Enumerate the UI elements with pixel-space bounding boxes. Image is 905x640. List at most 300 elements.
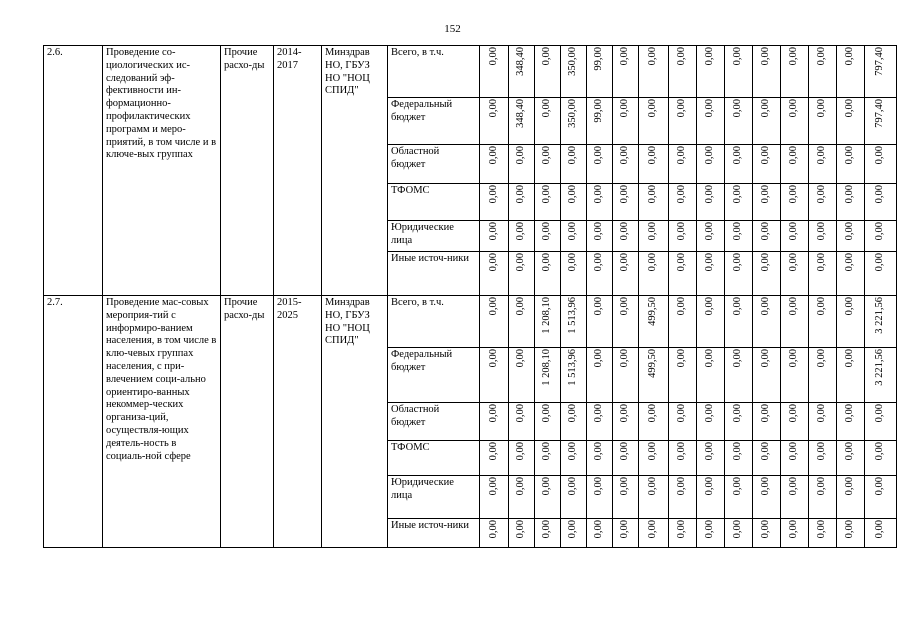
amount-cell — [613, 403, 639, 441]
amount-cell — [509, 252, 535, 296]
amount-cell — [587, 46, 613, 98]
amount-cell — [535, 403, 561, 441]
amount-cell — [697, 296, 725, 348]
amount-cell — [781, 252, 809, 296]
amount-cell — [587, 98, 613, 145]
amount-value: 0,00 — [816, 442, 828, 461]
amount-value: 0,00 — [676, 520, 688, 539]
amount-value: 0,00 — [676, 253, 688, 272]
amount-value: 0,00 — [732, 99, 744, 118]
amount-cell — [837, 519, 865, 548]
amount-cell — [613, 476, 639, 519]
amount-cell — [480, 441, 509, 476]
amount-value: 0,00 — [647, 99, 659, 118]
amount-value: 348,40 — [515, 99, 527, 128]
amount-value: 0,00 — [567, 520, 579, 539]
amount-cell — [865, 145, 897, 184]
amount-value: 0,00 — [760, 185, 772, 204]
amount-value: 0,00 — [515, 297, 527, 316]
amount-value: 0,00 — [676, 99, 688, 118]
amount-cell — [669, 403, 697, 441]
amount-value: 0,00 — [487, 185, 499, 204]
amount-value: 0,00 — [788, 297, 800, 316]
amount-value: 0,00 — [567, 222, 579, 241]
amount-cell — [639, 441, 669, 476]
amount-value: 0,00 — [647, 477, 659, 496]
amount-value: 0,00 — [760, 404, 772, 423]
amount-value: 0,00 — [844, 99, 856, 118]
amount-value: 0,00 — [816, 520, 828, 539]
amount-cell — [535, 98, 561, 145]
amount-value: 0,00 — [704, 442, 716, 461]
amount-value: 0,00 — [760, 349, 772, 368]
amount-cell — [697, 476, 725, 519]
amount-value: 0,00 — [788, 185, 800, 204]
amount-cell — [535, 145, 561, 184]
amount-value: 0,00 — [541, 222, 553, 241]
amount-value: 0,00 — [593, 520, 605, 539]
amount-value: 0,00 — [676, 297, 688, 316]
expense-type: Прочие расхо-ды — [221, 296, 274, 548]
amount-value: 0,00 — [647, 520, 659, 539]
amount-cell — [837, 221, 865, 252]
amount-value: 0,00 — [541, 185, 553, 204]
amount-value: 0,00 — [874, 146, 886, 165]
amount-value: 0,00 — [647, 253, 659, 272]
amount-value: 0,00 — [619, 349, 631, 368]
amount-value: 0,00 — [816, 146, 828, 165]
amount-value: 0,00 — [593, 442, 605, 461]
amount-cell — [781, 98, 809, 145]
amount-cell — [753, 46, 781, 98]
amount-cell — [480, 221, 509, 252]
amount-value: 0,00 — [874, 185, 886, 204]
amount-value: 0,00 — [676, 146, 688, 165]
amount-value: 0,00 — [676, 222, 688, 241]
amount-cell — [753, 145, 781, 184]
amount-cell — [781, 441, 809, 476]
amount-value: 0,00 — [816, 99, 828, 118]
amount-value: 499,50 — [647, 297, 659, 326]
amount-cell — [639, 145, 669, 184]
amount-cell — [781, 296, 809, 348]
amount-value: 0,00 — [788, 404, 800, 423]
amount-value: 0,00 — [487, 99, 499, 118]
amount-cell — [865, 252, 897, 296]
amount-value: 0,00 — [515, 477, 527, 496]
amount-value: 0,00 — [619, 520, 631, 539]
amount-value: 0,00 — [760, 297, 772, 316]
amount-value: 0,00 — [732, 520, 744, 539]
amount-value: 0,00 — [704, 520, 716, 539]
amount-cell — [480, 145, 509, 184]
funding-source-label: Областной бюджет — [388, 403, 480, 441]
amount-value: 0,00 — [619, 404, 631, 423]
amount-cell — [837, 98, 865, 145]
funding-source-label: Иные источ-ники — [388, 252, 480, 296]
amount-cell — [639, 519, 669, 548]
amount-value: 0,00 — [844, 47, 856, 66]
amount-cell — [480, 252, 509, 296]
amount-value: 0,00 — [760, 222, 772, 241]
amount-cell — [753, 348, 781, 403]
amount-cell — [669, 296, 697, 348]
amount-cell — [697, 519, 725, 548]
amount-value: 350,00 — [567, 47, 579, 76]
amount-value: 0,00 — [541, 442, 553, 461]
amount-cell — [561, 252, 587, 296]
amount-cell — [697, 145, 725, 184]
amount-cell — [587, 441, 613, 476]
amount-cell — [480, 348, 509, 403]
amount-cell — [509, 98, 535, 145]
amount-value: 0,00 — [704, 185, 716, 204]
amount-cell — [669, 98, 697, 145]
amount-value: 0,00 — [619, 222, 631, 241]
amount-cell — [535, 46, 561, 98]
amount-cell — [753, 519, 781, 548]
amount-value: 0,00 — [593, 146, 605, 165]
amount-cell — [509, 145, 535, 184]
amount-value: 0,00 — [816, 222, 828, 241]
amount-value: 0,00 — [874, 520, 886, 539]
amount-cell — [639, 348, 669, 403]
amount-cell — [865, 348, 897, 403]
amount-cell — [781, 476, 809, 519]
amount-cell — [669, 46, 697, 98]
amount-cell — [865, 441, 897, 476]
amount-value: 0,00 — [647, 442, 659, 461]
amount-cell — [480, 519, 509, 548]
amount-cell — [837, 348, 865, 403]
amount-cell — [587, 348, 613, 403]
amount-cell — [535, 441, 561, 476]
amount-cell — [781, 519, 809, 548]
amount-value: 0,00 — [816, 47, 828, 66]
amount-cell — [753, 221, 781, 252]
amount-value: 499,50 — [647, 349, 659, 378]
amount-value: 0,00 — [619, 47, 631, 66]
amount-value: 3 221,56 — [874, 297, 886, 334]
amount-value: 0,00 — [874, 477, 886, 496]
amount-value: 0,00 — [567, 442, 579, 461]
amount-value: 0,00 — [704, 146, 716, 165]
amount-value: 0,00 — [788, 520, 800, 539]
funding-source-label: Областной бюджет — [388, 145, 480, 184]
amount-value: 0,00 — [760, 47, 772, 66]
amount-value: 99,00 — [593, 99, 605, 123]
amount-cell — [837, 145, 865, 184]
amount-value: 0,00 — [704, 477, 716, 496]
amount-cell — [587, 252, 613, 296]
amount-cell — [865, 403, 897, 441]
amount-cell — [865, 296, 897, 348]
amount-cell — [809, 403, 837, 441]
amount-value: 0,00 — [676, 477, 688, 496]
amount-value: 1 208,10 — [541, 349, 553, 386]
funding-source-label: Юридические лица — [388, 476, 480, 519]
amount-cell — [535, 476, 561, 519]
amount-cell — [753, 441, 781, 476]
amount-value: 0,00 — [515, 185, 527, 204]
amount-cell — [809, 221, 837, 252]
amount-value: 0,00 — [619, 477, 631, 496]
amount-cell — [781, 184, 809, 221]
amount-value: 0,00 — [567, 146, 579, 165]
amount-cell — [669, 184, 697, 221]
amount-cell — [697, 98, 725, 145]
amount-value: 0,00 — [487, 253, 499, 272]
amount-cell — [535, 348, 561, 403]
amount-cell — [587, 476, 613, 519]
amount-cell — [753, 98, 781, 145]
amount-value: 0,00 — [487, 442, 499, 461]
amount-cell — [561, 296, 587, 348]
amount-value: 797,40 — [874, 99, 886, 128]
amount-value: 0,00 — [760, 99, 772, 118]
item-code: 2.7. — [44, 296, 103, 548]
amount-value: 0,00 — [844, 297, 856, 316]
amount-cell — [669, 252, 697, 296]
table-row — [44, 296, 897, 348]
amount-cell — [753, 184, 781, 221]
amount-value: 0,00 — [567, 253, 579, 272]
amount-value: 0,00 — [515, 253, 527, 272]
amount-cell — [561, 184, 587, 221]
amount-value: 0,00 — [676, 47, 688, 66]
amount-value: 0,00 — [732, 146, 744, 165]
amount-value: 0,00 — [732, 442, 744, 461]
funding-source-label: Иные источ-ники — [388, 519, 480, 548]
amount-value: 0,00 — [732, 297, 744, 316]
amount-cell — [697, 441, 725, 476]
amount-cell — [725, 403, 753, 441]
amount-value: 0,00 — [760, 442, 772, 461]
amount-value: 0,00 — [593, 477, 605, 496]
amount-value: 0,00 — [732, 253, 744, 272]
amount-value: 0,00 — [647, 47, 659, 66]
amount-value: 0,00 — [619, 146, 631, 165]
amount-value: 0,00 — [788, 253, 800, 272]
amount-value: 797,40 — [874, 47, 886, 76]
amount-cell — [639, 476, 669, 519]
amount-value: 0,00 — [760, 146, 772, 165]
amount-cell — [535, 252, 561, 296]
amount-value: 0,00 — [676, 404, 688, 423]
amount-value: 0,00 — [816, 185, 828, 204]
amount-cell — [725, 184, 753, 221]
amount-value: 0,00 — [647, 222, 659, 241]
amount-value: 0,00 — [487, 297, 499, 316]
amount-cell — [669, 476, 697, 519]
amount-cell — [781, 145, 809, 184]
amount-value: 0,00 — [515, 404, 527, 423]
amount-cell — [809, 98, 837, 145]
amount-value: 0,00 — [593, 253, 605, 272]
amount-value: 99,00 — [593, 47, 605, 71]
amount-value: 0,00 — [541, 477, 553, 496]
amount-cell — [753, 476, 781, 519]
amount-value: 0,00 — [619, 442, 631, 461]
executor: Минздрав НО, ГБУЗ НО "НОЦ СПИД" — [322, 46, 388, 296]
amount-cell — [697, 221, 725, 252]
amount-cell — [509, 403, 535, 441]
amount-cell — [613, 348, 639, 403]
item-name: Проведение мас-совых мероприя-тий с информиро-ванием населения, в том числе в клю-чевых группах населения, с при-влечением соци-ально ориентиро-ванных некоммер-ческих организа-ций, осуществля-ющих деятель-ность в социаль-ной сфере — [103, 296, 221, 548]
amount-value: 0,00 — [816, 253, 828, 272]
amount-cell — [865, 519, 897, 548]
amount-cell — [480, 46, 509, 98]
amount-cell — [837, 441, 865, 476]
amount-cell — [639, 221, 669, 252]
amount-value: 0,00 — [704, 99, 716, 118]
amount-cell — [480, 476, 509, 519]
amount-cell — [561, 519, 587, 548]
amount-cell — [725, 441, 753, 476]
amount-cell — [697, 46, 725, 98]
amount-cell — [587, 221, 613, 252]
amount-value: 0,00 — [788, 442, 800, 461]
amount-cell — [837, 296, 865, 348]
amount-value: 0,00 — [844, 146, 856, 165]
budget-table — [43, 45, 897, 548]
amount-value: 0,00 — [541, 146, 553, 165]
amount-cell — [725, 296, 753, 348]
amount-cell — [725, 221, 753, 252]
amount-cell — [725, 476, 753, 519]
funding-source-label: ТФОМС — [388, 441, 480, 476]
amount-value: 0,00 — [619, 99, 631, 118]
amount-value: 0,00 — [487, 477, 499, 496]
amount-value: 0,00 — [487, 47, 499, 66]
amount-cell — [639, 403, 669, 441]
amount-value: 0,00 — [704, 404, 716, 423]
amount-cell — [865, 476, 897, 519]
amount-cell — [561, 403, 587, 441]
amount-value: 1 208,10 — [541, 297, 553, 334]
amount-cell — [480, 296, 509, 348]
amount-value: 350,00 — [567, 99, 579, 128]
amount-cell — [561, 46, 587, 98]
amount-cell — [837, 403, 865, 441]
amount-cell — [809, 252, 837, 296]
amount-cell — [535, 296, 561, 348]
amount-cell — [725, 98, 753, 145]
amount-value: 0,00 — [593, 297, 605, 316]
amount-value: 0,00 — [816, 404, 828, 423]
amount-cell — [781, 221, 809, 252]
amount-cell — [753, 252, 781, 296]
amount-cell — [613, 145, 639, 184]
amount-value: 0,00 — [788, 47, 800, 66]
amount-value: 0,00 — [515, 222, 527, 241]
amount-value: 0,00 — [541, 47, 553, 66]
funding-source-label: Федеральный бюджет — [388, 98, 480, 145]
amount-cell — [587, 519, 613, 548]
amount-cell — [809, 519, 837, 548]
amount-value: 0,00 — [515, 442, 527, 461]
amount-value: 0,00 — [788, 477, 800, 496]
page-number: 152 — [444, 23, 461, 35]
executor: Минздрав НО, ГБУЗ НО "НОЦ СПИД" — [322, 296, 388, 548]
amount-cell — [865, 221, 897, 252]
amount-cell — [781, 46, 809, 98]
amount-cell — [725, 252, 753, 296]
amount-value: 0,00 — [593, 222, 605, 241]
amount-value: 0,00 — [515, 349, 527, 368]
amount-value: 0,00 — [593, 404, 605, 423]
amount-value: 0,00 — [676, 442, 688, 461]
amount-cell — [509, 46, 535, 98]
amount-cell — [613, 441, 639, 476]
funding-source-label: ТФОМС — [388, 184, 480, 221]
amount-cell — [865, 184, 897, 221]
amount-value: 0,00 — [788, 146, 800, 165]
amount-cell — [669, 145, 697, 184]
amount-value: 0,00 — [704, 253, 716, 272]
amount-cell — [725, 519, 753, 548]
amount-value: 0,00 — [732, 349, 744, 368]
amount-value: 0,00 — [647, 146, 659, 165]
amount-cell — [639, 98, 669, 145]
amount-value: 0,00 — [515, 146, 527, 165]
funding-source-label: Юридические лица — [388, 221, 480, 252]
amount-cell — [561, 441, 587, 476]
amount-value: 0,00 — [567, 404, 579, 423]
amount-cell — [809, 184, 837, 221]
amount-value: 0,00 — [760, 253, 772, 272]
amount-value: 1 513,96 — [567, 349, 579, 386]
amount-cell — [753, 403, 781, 441]
amount-cell — [669, 221, 697, 252]
amount-value: 0,00 — [816, 297, 828, 316]
amount-cell — [561, 348, 587, 403]
amount-cell — [781, 348, 809, 403]
amount-value: 0,00 — [541, 99, 553, 118]
amount-value: 0,00 — [844, 185, 856, 204]
expense-type: Прочие расхо-ды — [221, 46, 274, 296]
amount-value: 0,00 — [487, 146, 499, 165]
amount-value: 0,00 — [593, 349, 605, 368]
amount-value: 348,40 — [515, 47, 527, 76]
amount-cell — [809, 296, 837, 348]
amount-value: 0,00 — [844, 404, 856, 423]
amount-value: 0,00 — [844, 253, 856, 272]
amount-cell — [837, 46, 865, 98]
amount-value: 0,00 — [844, 477, 856, 496]
amount-cell — [613, 519, 639, 548]
amount-cell — [509, 476, 535, 519]
amount-cell — [613, 296, 639, 348]
amount-value: 0,00 — [760, 477, 772, 496]
amount-cell — [535, 221, 561, 252]
amount-cell — [587, 403, 613, 441]
amount-cell — [509, 348, 535, 403]
amount-cell — [480, 98, 509, 145]
amount-value: 0,00 — [816, 349, 828, 368]
amount-cell — [697, 348, 725, 403]
amount-cell — [837, 184, 865, 221]
amount-cell — [725, 348, 753, 403]
amount-value: 0,00 — [487, 404, 499, 423]
amount-cell — [561, 98, 587, 145]
amount-cell — [669, 441, 697, 476]
amount-cell — [587, 184, 613, 221]
amount-value: 0,00 — [788, 349, 800, 368]
amount-value: 0,00 — [732, 477, 744, 496]
amount-cell — [639, 184, 669, 221]
amount-value: 1 513,96 — [567, 297, 579, 334]
